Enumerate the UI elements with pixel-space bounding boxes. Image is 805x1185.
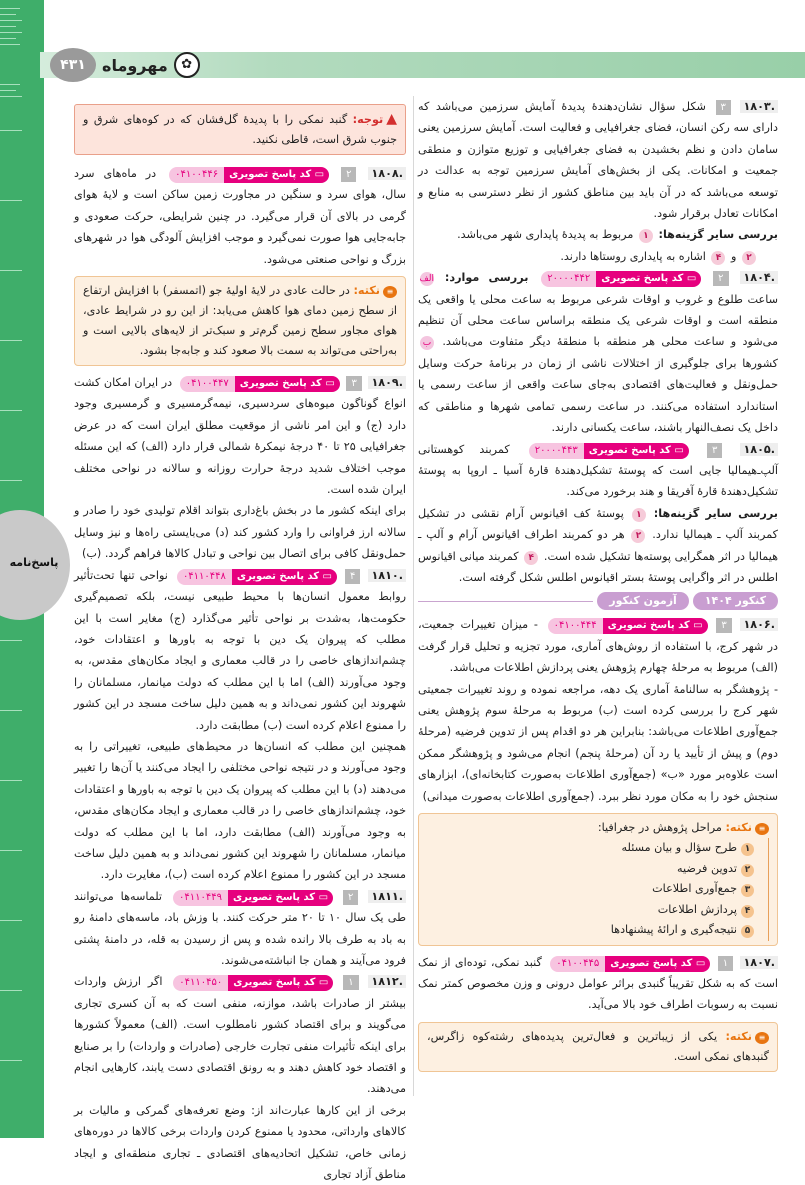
answer-badge: ۱ bbox=[343, 975, 358, 990]
question-text: اگر ارزش واردات بیشتر از صادرات باشد، موازنه، منفی است که به آن کسری تجاری می‌گویند و برای اقتصاد کشور نامطلوب است. (الف) معمولاً کشورها برای اینکه تأثیرات منفی تجارت خارجی (صادرات و واردات) را بر صنایع و اقتصاد خود کاهش دهند و به رونق اقتصادی دست یابند، کارهایی انجام می‌دهند. bbox=[74, 975, 406, 1096]
question-number: .۱۸۰۴ bbox=[740, 271, 778, 284]
image-code-button[interactable]: ▭ کد پاسخ تصویری bbox=[235, 376, 340, 392]
question-number: .۱۸۰۶ bbox=[740, 618, 778, 631]
left-column bbox=[74, 104, 406, 1185]
question-1811 bbox=[74, 886, 406, 972]
question-1812-part2: برخی از این کارها عبارت‌اند از: وضع تعرفه‌های گمرکی و مالیات بر کالاهای وارداتی، محدود یا ممنوع کردن واردات برخی کالاها در دوره‌های زمانی خاص، تشکیل اتحادیه‌های اقتصادی ـ تجاری منطقه‌ای و ایجاد مناطق آزاد تجاری bbox=[74, 1103, 406, 1182]
step-item bbox=[427, 879, 754, 900]
question-1805 bbox=[418, 439, 778, 503]
answer-badge: ۱ bbox=[718, 956, 733, 971]
column-divider bbox=[413, 96, 414, 1096]
and-text: و bbox=[731, 249, 737, 263]
right-column bbox=[418, 96, 778, 1078]
other-options bbox=[418, 503, 778, 589]
image-code-button[interactable]: ▭ کد پاسخ تصویری bbox=[228, 975, 333, 991]
step-item bbox=[427, 920, 754, 941]
image-code-button[interactable]: ▭ کد پاسخ تصویری bbox=[596, 271, 701, 287]
question-text: نواحی تنها تحت‌تأثیر روابط معمول انسان‌ها با محیط طبیعی نیست، بلکه تصمیم‌گیری حکومت‌ها، به‌شدت بر نواحی تأثیر می‌گذارد (ج) مغایر است با این مطلب که پیروان یک دین با توجه به باورها و اعتقادات خود، چشم‌اندازهای خاصی را در قالب معماری و ایجاد مکان‌های مقدس، به وجود می‌آورند (الف) اما با این مطلب که دولت میانمار، مسلمانان را شهروند این کشور نمی‌داند و به همین دلیل ساخت مسجد در این کشور را ممنوع اعلام کرده است (ب) مطابقت دارد. bbox=[74, 568, 406, 732]
code-label: کد پاسخ تصویری bbox=[610, 957, 693, 969]
step-text: نتیجه‌گیری و ارائهٔ پیشنهادها bbox=[610, 923, 737, 936]
code-number: ۰۴۱۰۰۴۴۷ bbox=[180, 376, 235, 392]
question-number: .۱۸۱۱ bbox=[368, 890, 406, 903]
other-options-label: بررسی سایر گزینه‌ها: bbox=[653, 506, 779, 520]
question-text: گنبد نمکی، توده‌ای از نمک است که به شکل تقریباً گنبدی براثر عوامل درونی و وزن مخصوص کمتر نمک نسبت به رسوبات اطراف خود بالا می‌آید. bbox=[418, 955, 778, 1012]
konkur-year-badge: کنکور ۱۴۰۴ bbox=[693, 592, 778, 610]
question-1803 bbox=[418, 96, 778, 224]
butterfly-icon: ✿ bbox=[174, 52, 200, 78]
question-1808 bbox=[74, 163, 406, 270]
option-number: ۲ bbox=[742, 251, 756, 265]
option-number: ۲ bbox=[631, 529, 645, 543]
image-code-button[interactable]: ▭ کد پاسخ تصویری bbox=[584, 443, 689, 459]
image-code-button[interactable]: ▭ کد پاسخ تصویری bbox=[224, 167, 329, 183]
code-label: کد پاسخ تصویری bbox=[233, 891, 316, 903]
question-text: کشورها برای جلوگیری از اختلالات ناشی از زمان در برنامهٔ حرکت وسایل حمل‌ونقل و فعالیت‌های اقتصادی به‌جای ساعت واقعی از ساعت رسمی یا استاندارد استفاده می‌کنند. در ساعت رسمی تمامی شهرها و مناطقی که داخل یک نصف‌النهار باشند، ساعت یکسانی دارند. bbox=[418, 356, 778, 435]
note-text: یکی از زیباترین و فعال‌ترین پدیده‌های رشته‌کوه زاگرس، گنبدهای نمکی است. bbox=[427, 1029, 769, 1063]
note-title: نکته: bbox=[725, 821, 752, 834]
question-text: ساعت طلوع و غروب و اوقات شرعی مربوط به ساعت محلی یا واقعی یک منطقه است و اوقات شرعی یک منطقه براساس ساعت محلی آن تنظیم می‌شود و ساعت محلی هر منطقه با منطقهٔ دیگر متفاوت می‌باشد. bbox=[418, 292, 778, 349]
code-number: ۰۴۱۱۰۴۵۰ bbox=[173, 975, 228, 991]
code-number: ۰۴۱۱۰۴۴۸ bbox=[177, 569, 232, 585]
code-number: ۰۴۱۱۰۴۴۹ bbox=[173, 890, 228, 906]
note-salt-domes bbox=[418, 1022, 778, 1072]
option-text: اشاره به پایداری روستاها دارند. bbox=[560, 249, 706, 263]
step-text: تدوین فرضیه bbox=[677, 861, 737, 875]
other-options bbox=[418, 224, 778, 245]
side-tab-label: پاسخ‌نامه bbox=[9, 556, 59, 569]
option-text: کمربند میانی اقیانوس اطلس در اثر واگرایی پوستهٔ بستر اقیانوس اطلس شکل گرفته است. bbox=[418, 549, 778, 584]
question-text: تلماسه‌ها می‌توانند طی یک سال ۱۰ تا ۲۰ متر حرکت کنند. با وزش باد، ماسه‌های دامنهٔ رو به باد به طرف بالا رانده شده و پس از رسیدن به قله، در دامنهٔ پشتی فرود می‌آیند و همان جا انباشته‌می‌شوند. bbox=[74, 889, 406, 967]
question-1807 bbox=[418, 952, 778, 1016]
question-number: .۱۸۰۸ bbox=[368, 167, 406, 180]
question-1812 bbox=[74, 971, 406, 1099]
question-1809 bbox=[74, 372, 406, 500]
question-1809-part2: برای اینکه کشور ما در بخش باغ‌داری بتواند اقلام تولیدی خود را صادر و سالانه ارز فراوانی را وارد کشور کند (د) می‌بایستی راه‌ها و نیز وسایل حمل‌ونقل کافی برای اتصال بین نواحی و تبادل کالاها فراهم گردد. (ب) bbox=[74, 504, 406, 561]
question-number: .۱۸۰۳ bbox=[740, 100, 778, 113]
review-items-label: بررسی موارد: bbox=[444, 271, 529, 285]
warning-title: توجه: bbox=[352, 113, 384, 126]
konkur-header bbox=[418, 592, 778, 610]
konkur-exam-badge: آزمون کنکور bbox=[597, 592, 689, 610]
code-label: کد پاسخ تصویری bbox=[236, 570, 320, 582]
step-number: ۴ bbox=[741, 905, 754, 918]
warning-icon: ▲ bbox=[386, 111, 397, 127]
page-number: ۴۳۱ bbox=[50, 48, 96, 82]
step-number: ۲ bbox=[741, 864, 754, 877]
warning-box bbox=[74, 104, 406, 155]
question-1804 bbox=[418, 267, 778, 438]
step-number: ۱ bbox=[741, 843, 754, 856]
step-number: ۵ bbox=[741, 925, 754, 938]
question-1806-part2: - پژوهشگر به سالنامهٔ آماری یک دهه، مراجعه نموده و روند تغییرات جمعیتی شهر کرج را بررسی کرده است (ب) مربوط به مرحلهٔ سوم پژوهش یعنی جمع‌آوری اطلاعات می‌باشد: بنابراین هر دو اقدام پس از تدوین فرضیه (مرحلهٔ دوم) و پیش از تأیید یا رد آن (مرحلهٔ پنجم) انجام می‌شود و پژوهشگر ممکن است علاوه‌بر مورد «ب» (جمع‌آوری اطلاعات به‌صورت کتابخانه‌ای)، ابزارهای سنجش خود را به مکان مورد نظر ببرد. (جمع‌آوری اطلاعات به‌صورت میدانی) bbox=[418, 682, 778, 803]
note-icon: ≡ bbox=[383, 286, 397, 298]
note-atmosphere bbox=[74, 276, 406, 366]
warning-text: گنبد نمکی را با پدیدهٔ گل‌فشان که در کوه‌های شرق و جنوب شرق است، قاطی نکنید. bbox=[83, 113, 397, 146]
code-number: ۲۰۰۰۰۴۴۳ bbox=[529, 443, 584, 459]
question-text: در ماه‌های سرد سال، هوای سرد و سنگین در مجاورت زمین ساکن است و لایهٔ هوای گرمی در بالای آن قرار می‌گیرد. در چنین شرایطی، حرکت صعودی و جابه‌جایی هوا صورت نمی‌گیرد و موجب افزایش آلودگی هوا در شهرهای بزرگ و نواحی صنعتی می‌شود. bbox=[74, 167, 406, 266]
option-number: ۴ bbox=[711, 251, 725, 265]
step-item bbox=[427, 859, 754, 880]
code-label: کد پاسخ تصویری bbox=[239, 378, 322, 390]
question-number: .۱۸۰۷ bbox=[740, 956, 778, 969]
image-code-button[interactable]: ▭ کد پاسخ تصویری bbox=[232, 569, 337, 585]
answer-badge: ۲ bbox=[343, 890, 358, 905]
code-number: ۰۴۱۰۰۴۴۴ bbox=[548, 618, 603, 634]
page-header bbox=[50, 46, 200, 84]
answer-badge: ۳ bbox=[346, 376, 361, 391]
other-options-2 bbox=[418, 246, 778, 267]
code-label: کد پاسخ تصویری bbox=[607, 620, 690, 632]
note-heading: مراحل پژوهش در جغرافیا: bbox=[597, 821, 722, 834]
option-number: ۴ bbox=[524, 551, 538, 565]
image-code-button[interactable]: ▭ کد پاسخ تصویری bbox=[605, 956, 710, 972]
question-text: - میزان تغییرات جمعیت، در شهر کرج، با استفاده از روش‌های آماری، مورد تجزیه و تحلیل قرار گرفت (الف) مربوط به مرحلهٔ چهارم پژوهش یعنی پردازش اطلاعات می‌باشد. bbox=[418, 618, 778, 675]
question-1806 bbox=[418, 614, 778, 678]
konkur-divider bbox=[418, 601, 593, 602]
note-title: نکته: bbox=[353, 284, 380, 298]
question-number: .۱۸۰۹ bbox=[368, 376, 406, 389]
answer-badge: ۴ bbox=[345, 569, 360, 584]
code-label: کد پاسخ تصویری bbox=[233, 977, 316, 989]
question-text: کمربند کوهستانی آلپ‌ـ‌هیمالیا جایی است که پوستهٔ تشکیل‌دهندهٔ قارهٔ آسیا ـ اروپا به پوستهٔ تشکیل‌دهندهٔ قارهٔ آفریقا و هند برخورد می‌کند. bbox=[418, 442, 778, 499]
steps-list bbox=[427, 838, 769, 941]
item-label: الف bbox=[419, 274, 434, 285]
question-number: .۱۸۰۵ bbox=[740, 443, 778, 456]
answer-badge: ۲ bbox=[341, 167, 356, 182]
answer-badge: ۳ bbox=[707, 443, 722, 458]
step-text: جمع‌آوری اطلاعات bbox=[652, 882, 737, 895]
answer-badge: ۳ bbox=[716, 100, 731, 115]
step-item bbox=[427, 900, 754, 921]
item-label: ب bbox=[420, 336, 434, 350]
note-icon: ≡ bbox=[755, 1032, 769, 1044]
code-label: کد پاسخ تصویری bbox=[229, 169, 312, 180]
step-text: پردازش اطلاعات bbox=[657, 902, 737, 916]
code-number: ۲۰۰۰۰۴۴۲ bbox=[541, 271, 596, 287]
step-number: ۳ bbox=[741, 884, 754, 897]
code-number: ۰۴۱۰۰۴۴۵ bbox=[550, 956, 605, 972]
question-number: .۱۸۱۰ bbox=[368, 569, 406, 582]
answer-badge: ۳ bbox=[716, 618, 731, 633]
image-code-button[interactable]: ▭ کد پاسخ تصویری bbox=[603, 618, 708, 634]
brand-name: مهروماه bbox=[102, 55, 168, 75]
option-number: ۱ bbox=[632, 508, 646, 522]
question-text: در ایران امکان کشت انواع گوناگون میوه‌های سردسیری، نیمه‌گرمسیری و گرمسیری وجود دارد (ج) و این امر ناشی از موقعیت مطلق ایران است که در عرض جغرافیایی ۲۵ تا ۴۰ درجهٔ نیمکرهٔ شمالی قرار دارد (الف) که این مسئله موجب اختلاف شدید درجهٔ حرارت روزانه و سالانه در نواحی مختلف ایران شده است. bbox=[74, 376, 406, 497]
code-label: کد پاسخ تصویری bbox=[588, 444, 671, 456]
code-number: ۰۴۱۰۰۴۴۶ bbox=[169, 167, 224, 183]
other-options-label: بررسی سایر گزینه‌ها: bbox=[658, 228, 778, 242]
step-item bbox=[427, 838, 754, 859]
option-number: ۱ bbox=[639, 229, 653, 243]
note-research-steps bbox=[418, 813, 778, 946]
note-icon: ≡ bbox=[755, 823, 769, 835]
step-text: طرح سؤال و بیان مسئله bbox=[621, 841, 737, 854]
question-1810 bbox=[74, 565, 406, 736]
question-text: شکل سؤال نشان‌دهندهٔ پدیدهٔ آمایش سرزمین می‌باشد که دارای سه رکن انسان، فضای جغرافیایی و فعالیت است. آمایش سرزمین یعنی سامان دادن و نظم بخشیدن به فضای جغرافیایی و توزیع متوازن و منطقی جمعیت و امکانات. یکی از بخش‌های آمایش سرزمین توجه به عدالت در توسعه می‌باشد که در آن باید بین مناطق کشور از نظر دسترسی به منابع و امکانات تعادل برقرار شود. bbox=[418, 100, 778, 221]
code-label: کد پاسخ تصویری bbox=[601, 273, 684, 285]
option-text: مربوط به پدیدهٔ پایداری شهر می‌باشد. bbox=[457, 228, 634, 242]
answer-badge: ۲ bbox=[713, 271, 728, 286]
note-text: در حالت عادی در لایهٔ اولیهٔ جو (اتمسفر) با افزایش ارتفاع از سطح زمین دمای هوا کاهش می‌یابد: از این رو در شرایط عادی، هوای مجاور سطح زمین گرم‌تر و سبک‌تر از لایه‌های بالایی است و به‌راحتی می‌تواند به سمت بالا صعود کند و جابه‌جا بشود. bbox=[83, 284, 397, 358]
option-text: هر دو کمربند اطراف اقیانوس آرام و آلپ ـ هیمالیا در اثر همگرایی پوسته‌ها تشکیل شده است. bbox=[418, 528, 778, 563]
option-text: پوستهٔ کف اقیانوس آرام نقشی در تشکیل کمربند آلپ ـ هیمالیا ندارد. bbox=[418, 506, 778, 542]
question-number: .۱۸۱۲ bbox=[368, 975, 406, 988]
image-code-button[interactable]: ▭ کد پاسخ تصویری bbox=[228, 890, 333, 906]
note-title: نکته: bbox=[725, 1029, 752, 1043]
question-1810-part2: همچنین این مطلب که انسان‌ها در محیط‌های طبیعی، تغییراتی را به وجود می‌آورند و در نتیجه نواحی مختلفی را ایجاد می‌کنند یا آن‌ها را تغییر می‌دهند (د) با این مطلب که پیروان یک دین با توجه به باورها و اعتقادات خود، چشم‌اندازهای خاصی را در قالب معماری و ایجاد مکان‌های مقدس، به وجود می‌آورند (الف) مطابقت دارد، اما با این مطلب که دولت میانمار، مسلمانان را شهروند این کشور نمی‌داند و به همین دلیل ساخت مسجد در این کشور را ممنوع اعلام کرده است (ب)، مغایرت دارد. bbox=[74, 739, 406, 882]
